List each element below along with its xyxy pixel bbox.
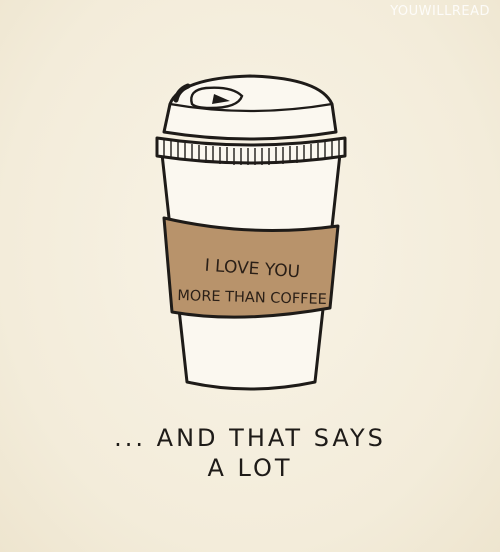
sleeve-line-2: MORE THAN COFFEE (177, 288, 328, 308)
caption-line-1: ... AND THAT SAYS (114, 424, 386, 452)
caption-line-2: A LOT (207, 454, 293, 482)
watermark: YOUWILLREAD (390, 4, 490, 19)
coffee-cup-illustration (140, 60, 360, 400)
sleeve-line-1: I LOVE YOU (204, 255, 301, 283)
